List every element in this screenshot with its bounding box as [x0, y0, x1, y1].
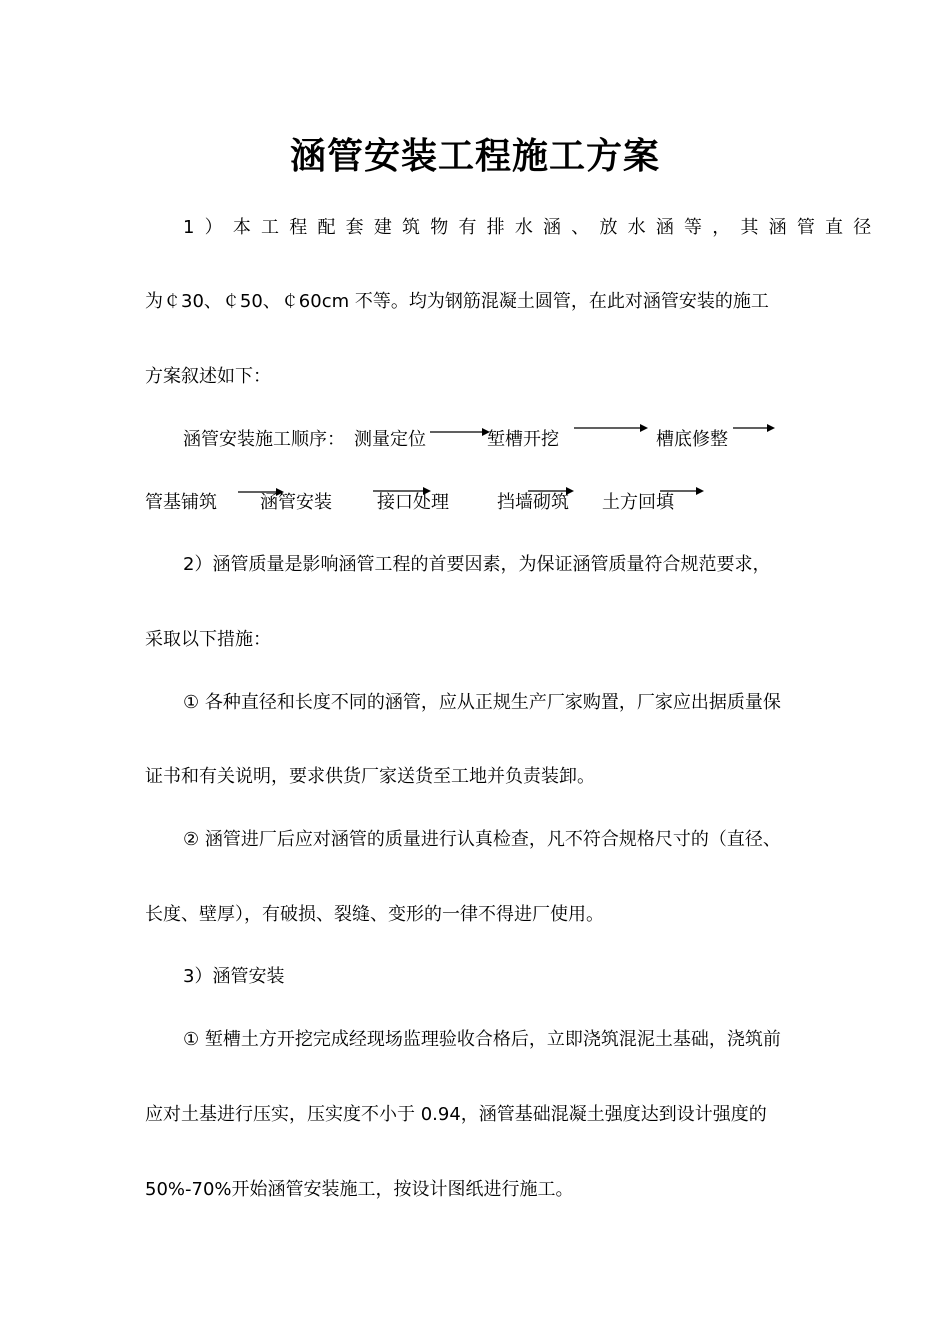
paragraph-1-line-2: 为￠30、￠50、￠60cm 不等。均为钢筋混凝土圆管，在此对涵管安装的施工 [145, 291, 769, 312]
flow-step-trim: 槽底修整 [656, 429, 728, 450]
measure-2-line-1: ② 涵管进厂后应对涵管的质量进行认真检查，凡不符合规格尺寸的（直径、 [183, 829, 781, 850]
paragraph-1-line-3: 方案叙述如下： [145, 366, 271, 387]
flow-step-wall: 挡墙砌筑 [497, 492, 569, 513]
measure-1-line-2: 证书和有关说明，要求供货厂家送货至工地并负责装卸。 [145, 766, 595, 787]
paragraph-2-line-2: 采取以下措施： [145, 629, 271, 650]
measure-1-line-1: ① 各种直径和长度不同的涵管，应从正规生产厂家购置，厂家应出据质量保 [183, 692, 781, 713]
flow-step-joint: 接口处理 [377, 492, 449, 513]
install-1-line-2: 应对土基进行压实，压实度不小于 0.94，涵管基础混凝土强度达到设计强度的 [145, 1104, 767, 1125]
install-1-line-3: 50%-70%开始涵管安装施工，按设计图纸进行施工。 [145, 1179, 574, 1200]
flow-arrow-icon [733, 422, 775, 434]
flow-arrow-icon [574, 422, 648, 434]
flow-step-backfill: 土方回填 [602, 492, 674, 513]
flow-arrow-icon [430, 426, 490, 438]
measure-2-line-2: 长度、壁厚），有破损、裂缝、变形的一律不得进厂使用。 [145, 904, 604, 925]
flow-step-trench: 堑槽开挖 [487, 429, 559, 450]
paragraph-2-line-1: 2）涵管质量是影响涵管工程的首要因素，为保证涵管质量符合规范要求， [183, 554, 771, 575]
document-title: 涵管安装工程施工方案 [289, 136, 660, 177]
flow-step-install: 涵管安装 [260, 492, 332, 513]
install-1-line-1: ① 堑槽土方开挖完成经现场监理验收合格后，立即浇筑混泥土基础，浇筑前 [183, 1029, 781, 1050]
flow-arrow-icon [660, 485, 704, 497]
paragraph-1-line-1: 1）本工程配套建筑物有排水涵、放水涵等，其涵管直径 [183, 217, 882, 238]
section-3-heading: 3）涵管安装 [183, 966, 285, 987]
flow-step-base: 管基铺筑 [145, 492, 217, 513]
flow-intro: 涵管安装施工顺序： [183, 429, 345, 450]
flow-step-survey: 测量定位 [354, 429, 426, 450]
